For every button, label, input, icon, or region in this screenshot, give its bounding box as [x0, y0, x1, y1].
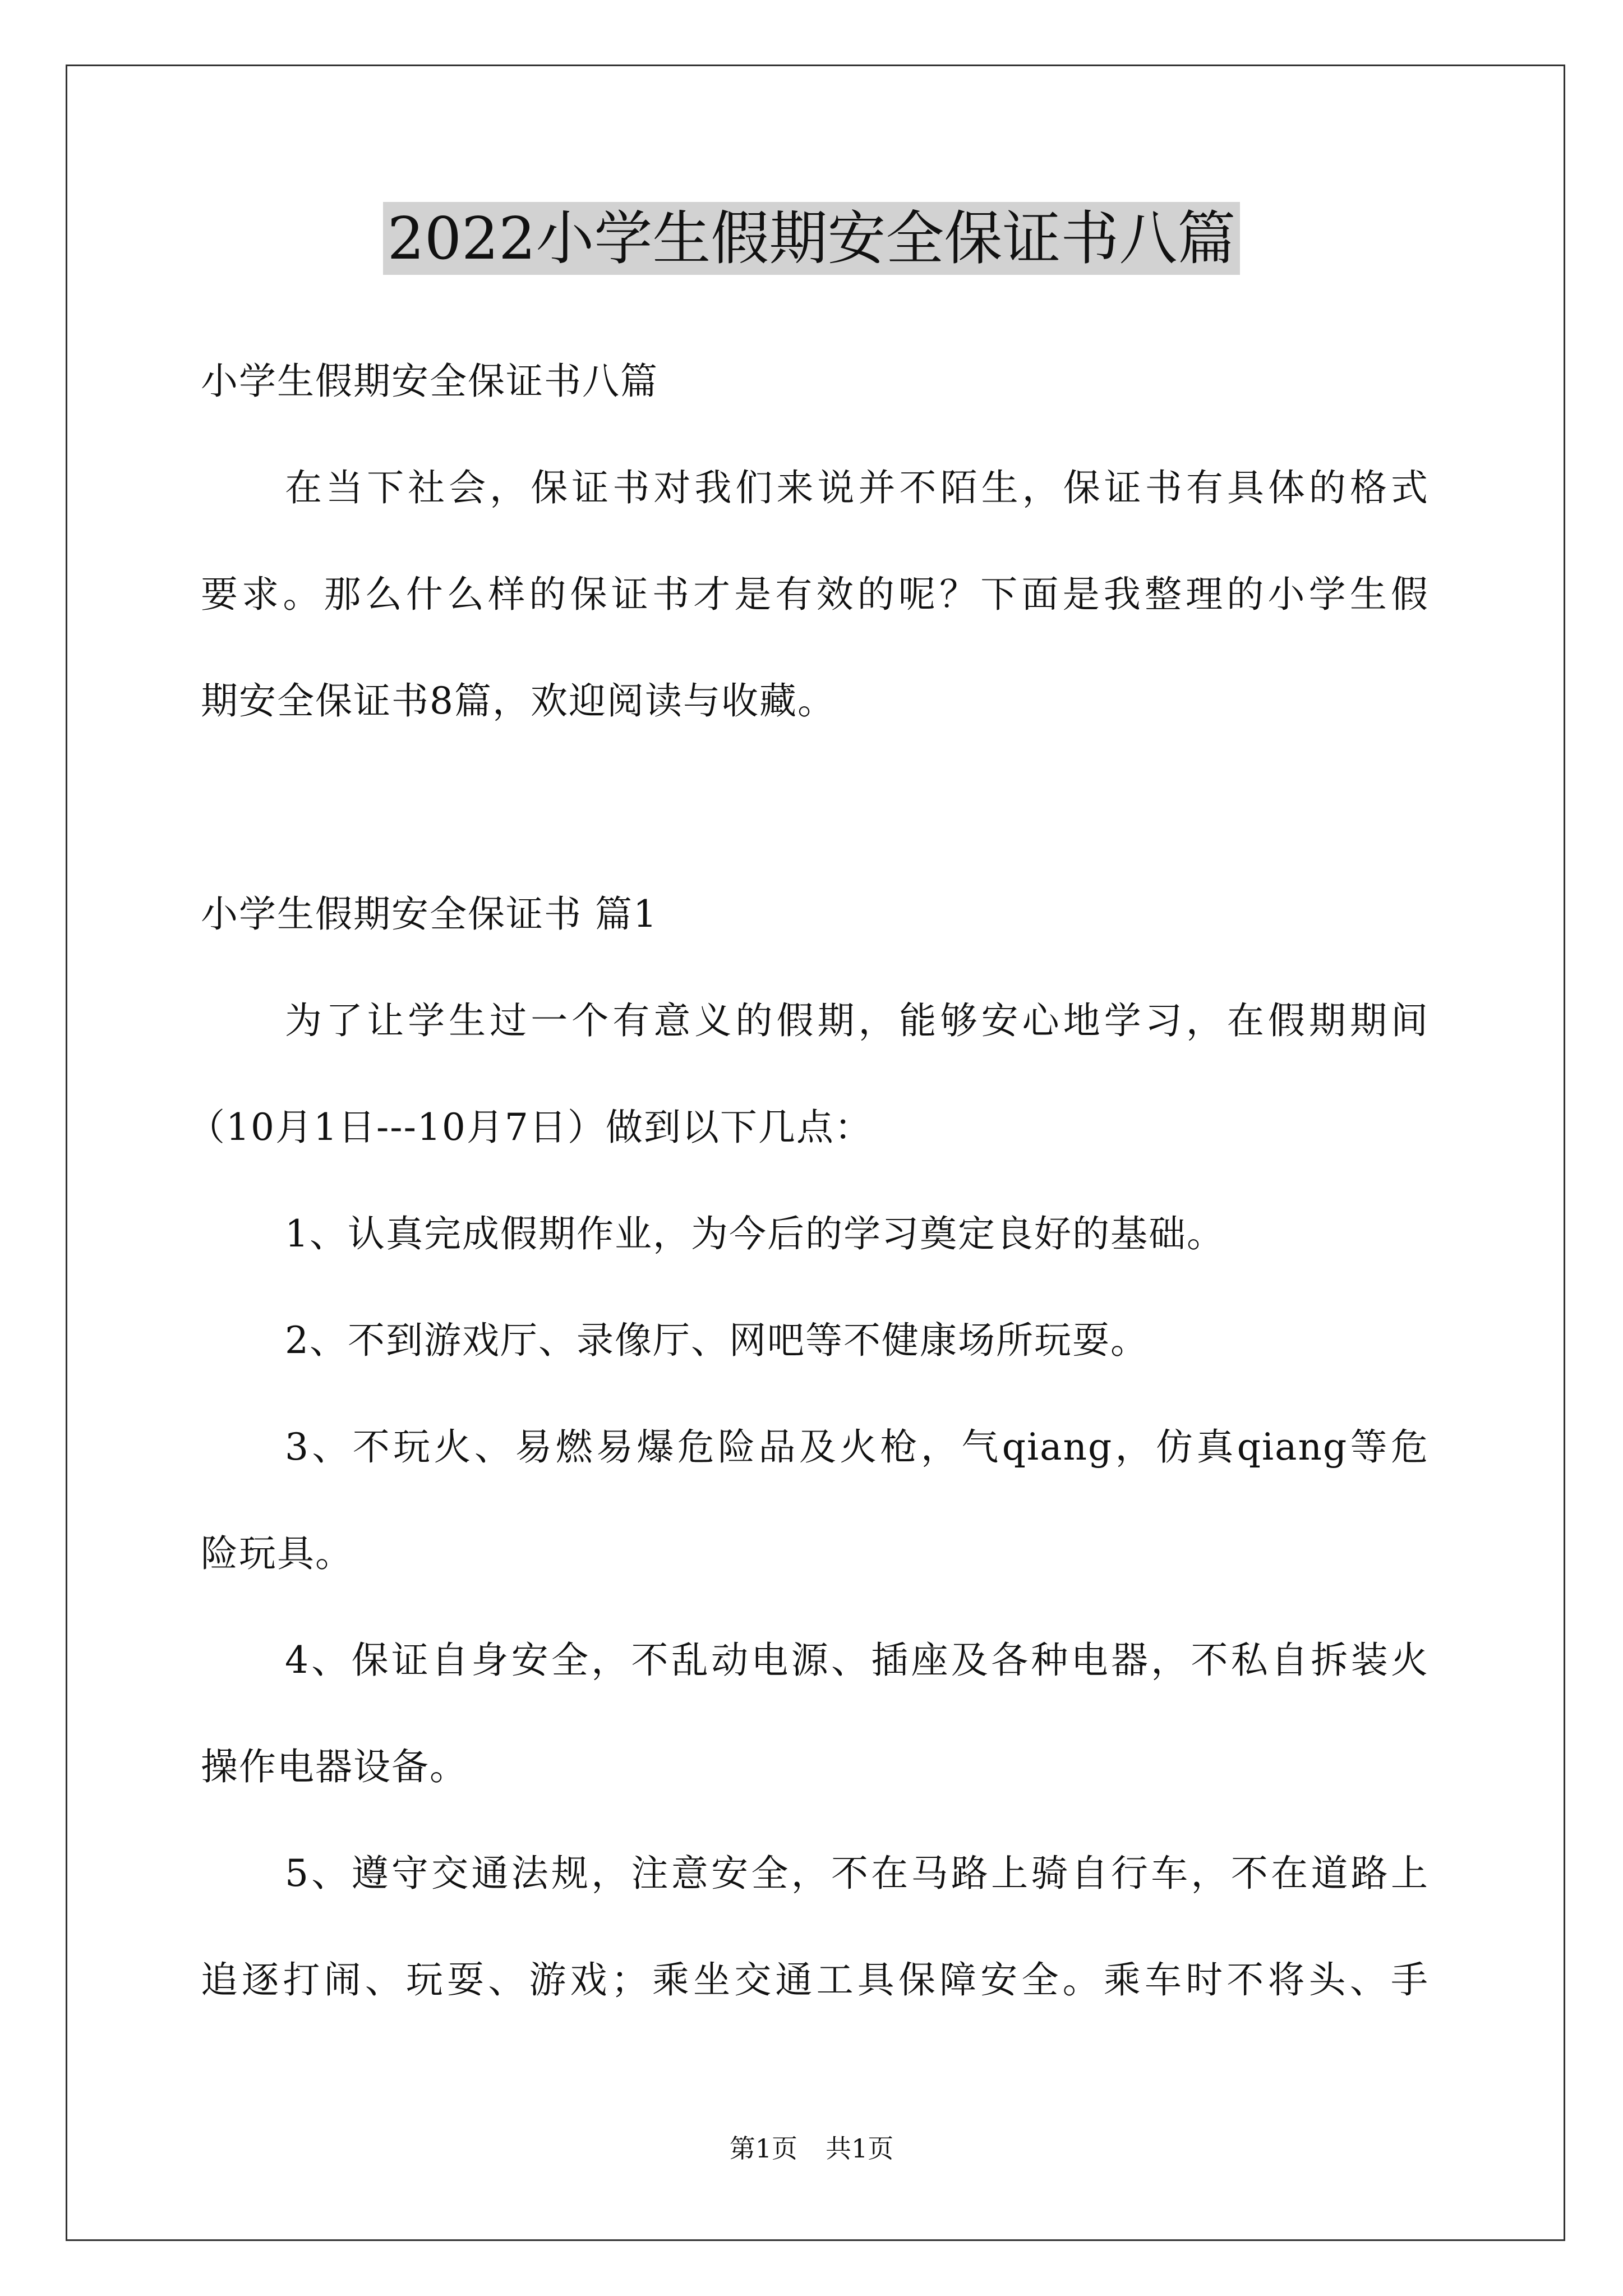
- list-item: 2、不到游戏厅、录像厅、网吧等不健康场所玩耍。: [285, 1319, 1149, 1362]
- list-item: 1、认真完成假期作业，为今后的学习奠定良好的基础。: [285, 1212, 1225, 1255]
- list-item: 3、不玩火、易燃易爆危险品及火枪，气qiang，仿真qiang等危: [285, 1425, 1429, 1469]
- list-item: 4、保证自身安全，不乱动电源、插座及各种电器，不私自拆装火: [285, 1639, 1429, 1682]
- list-item-continuation: 险玩具。: [201, 1532, 353, 1575]
- page-number: 第1页: [729, 2133, 797, 2164]
- page-footer: [0, 2132, 1623, 2165]
- body-line: （10月1日---10月7日）做到以下几点：: [188, 1106, 873, 1149]
- section-heading: 小学生假期安全保证书 篇1: [201, 892, 658, 936]
- intro-line: 在当下社会，保证书对我们来说并不陌生，保证书有具体的格式: [285, 466, 1429, 509]
- body-line: 为了让学生过一个有意义的假期，能够安心地学习，在假期期间: [285, 999, 1429, 1042]
- document-title-text: 2022小学生假期安全保证书八篇: [383, 202, 1241, 275]
- page-total: 共1页: [826, 2133, 894, 2164]
- intro-line: 要求。那么什么样的保证书才是有效的呢？下面是我整理的小学生假: [201, 573, 1429, 616]
- list-item: 5、遵守交通法规，注意安全，不在马路上骑自行车，不在道路上: [285, 1852, 1429, 1895]
- document-title: [0, 199, 1623, 278]
- intro-line: 期安全保证书8篇，欢迎阅读与收藏。: [201, 679, 836, 723]
- list-item-continuation: 操作电器设备。: [201, 1745, 468, 1788]
- document-subtitle: 小学生假期安全保证书八篇: [201, 360, 658, 403]
- list-item-continuation: 追逐打闹、玩耍、游戏；乘坐交通工具保障安全。乘车时不将头、手: [201, 1958, 1429, 2001]
